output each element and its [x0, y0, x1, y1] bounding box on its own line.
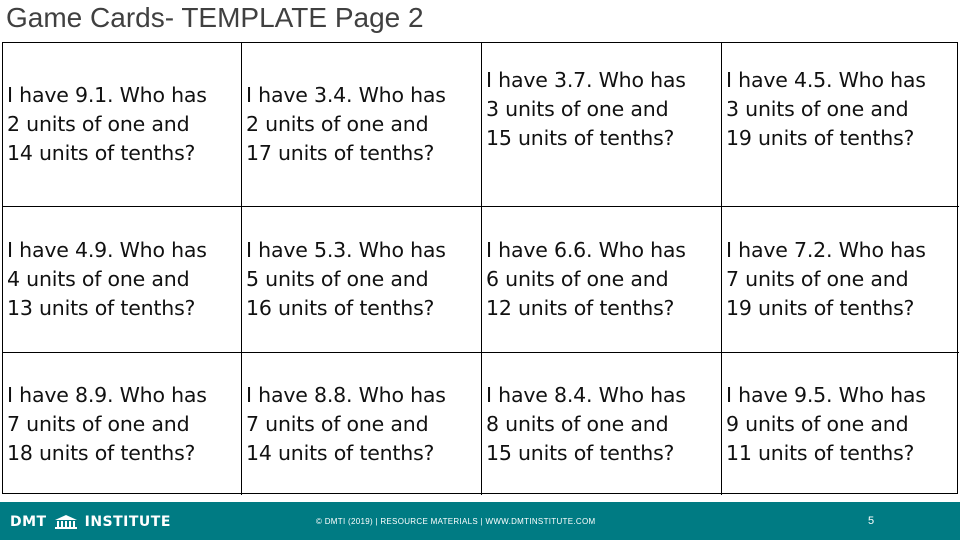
game-card [3, 43, 242, 207]
game-card [722, 43, 959, 207]
card-text: I have 3.4. Who has 2 units of one and 17 units of tenths? [246, 83, 446, 165]
logo-text-institute: INSTITUTE [84, 514, 171, 530]
card-text: I have 8.4. Who has 8 units of one and 15 units of tenths? [486, 382, 686, 465]
card-text: I have 9.1. Who has 2 units of one and 14 units of tenths? [7, 83, 207, 165]
card-text: I have 3.7. Who has 3 units of one and 15 units of tenths? [486, 68, 686, 150]
footer-bar [0, 502, 960, 540]
card-text: I have 7.2. Who has 7 units of one and 19 units of tenths? [726, 238, 926, 320]
game-card [242, 353, 482, 495]
game-card [3, 353, 242, 495]
card-text: I have 9.5. Who has 9 units of one and 11 units of tenths? [726, 382, 926, 465]
dmt-institute-logo [10, 514, 171, 530]
card-text: I have 4.9. Who has 4 units of one and 13 units of tenths? [7, 238, 207, 320]
game-card [242, 207, 482, 353]
game-card [482, 353, 722, 495]
card-grid [2, 42, 958, 494]
logo-text-dmt: DMT [10, 514, 47, 530]
page-title: Game Cards- TEMPLATE Page 2 [6, 2, 424, 33]
card-text: I have 6.6. Who has 6 units of one and 12 units of tenths? [486, 238, 686, 320]
game-card [722, 353, 959, 495]
copyright-text: © DMTI (2019) | RESOURCE MATERIALS | WWW.DMTINSTITUTE.COM [316, 517, 596, 526]
game-card [482, 43, 722, 207]
game-card [482, 207, 722, 353]
card-text: I have 8.8. Who has 7 units of one and 14 units of tenths? [246, 382, 446, 465]
page-number: 5 [868, 515, 875, 527]
building-icon [55, 515, 77, 529]
card-text: I have 5.3. Who has 5 units of one and 16 units of tenths? [246, 238, 446, 320]
card-text: I have 4.5. Who has 3 units of one and 19 units of tenths? [726, 68, 926, 150]
game-card [722, 207, 959, 353]
game-card [242, 43, 482, 207]
card-text: I have 8.9. Who has 7 units of one and 18 units of tenths? [7, 382, 207, 465]
game-card [3, 207, 242, 353]
